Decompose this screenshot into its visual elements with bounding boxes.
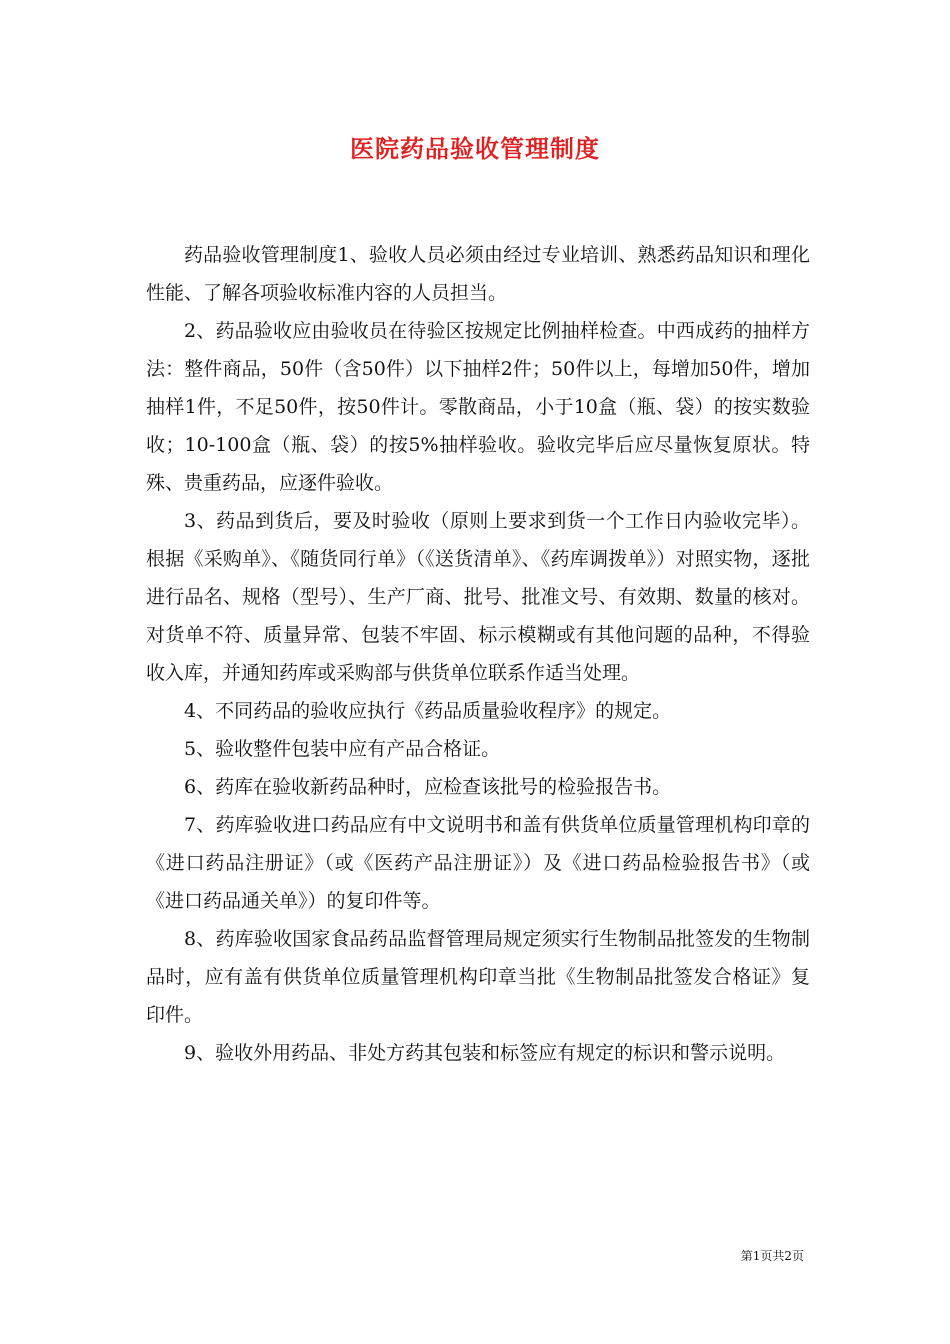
paragraph-4: 4、不同药品的验收应执行《药品质量验收程序》的规定。	[184, 700, 672, 722]
paragraph-5: 5、验收整件包装中应有产品合格证。	[184, 738, 501, 760]
paragraph-2: 2、药品验收应由验收员在待验区按规定比例抽样检查。中西成药的抽样方法：整件商品，50件（含50件）以下抽样2件；50件以上，每增加50件，增加抽样1件，不足50件，按50件计。零散商品，小于10盒（瓶、袋）的按实数验收；10-100盒（瓶、袋）的按5%抽样验收。验收完毕后应尽量恢复原状。特殊、贵重药品，应逐件验收。	[146, 320, 810, 494]
paragraph-9: 9、验收外用药品、非处方药其包装和标签应有规定的标识和警示说明。	[184, 1042, 786, 1064]
paragraph-6: 6、药库在验收新药品种时，应检查该批号的检验报告书。	[184, 776, 672, 798]
paragraph-3: 3、药品到货后，要及时验收（原则上要求到货一个工作日内验收完毕）。根据《采购单》、《随货同行单》（《送货清单》、《药库调拨单》）对照实物，逐批进行品名、规格（型号）、生产厂商、批号、批准文号、有效期、数量的核对。对货单不符、质量异常、包装不牢固、标示模糊或有其他问题的品种，不得验收入库，并通知药库或采购部与供货单位联系作适当处理。	[146, 510, 810, 684]
paragraph-8: 8、药库验收国家食品药品监督管理局规定须实行生物制品批签发的生物制品时，应有盖有供货单位质量管理机构印章当批《生物制品批签发合格证》复印件。	[146, 928, 810, 1026]
paragraph-7: 7、药库验收进口药品应有中文说明书和盖有供货单位质量管理机构印章的《进口药品注册证》（或《医药产品注册证》）及《进口药品检验报告书》（或《进口药品通关单》）的复印件等。	[146, 814, 810, 912]
document-body	[146, 236, 810, 1072]
page-number: 第1页共2页	[740, 1249, 804, 1263]
paragraph-1: 药品验收管理制度1、验收人员必须由经过专业培训、熟悉药品知识和理化性能、了解各项验收标准内容的人员担当。	[146, 244, 810, 304]
document-title: 医院药品验收管理制度	[350, 134, 600, 163]
